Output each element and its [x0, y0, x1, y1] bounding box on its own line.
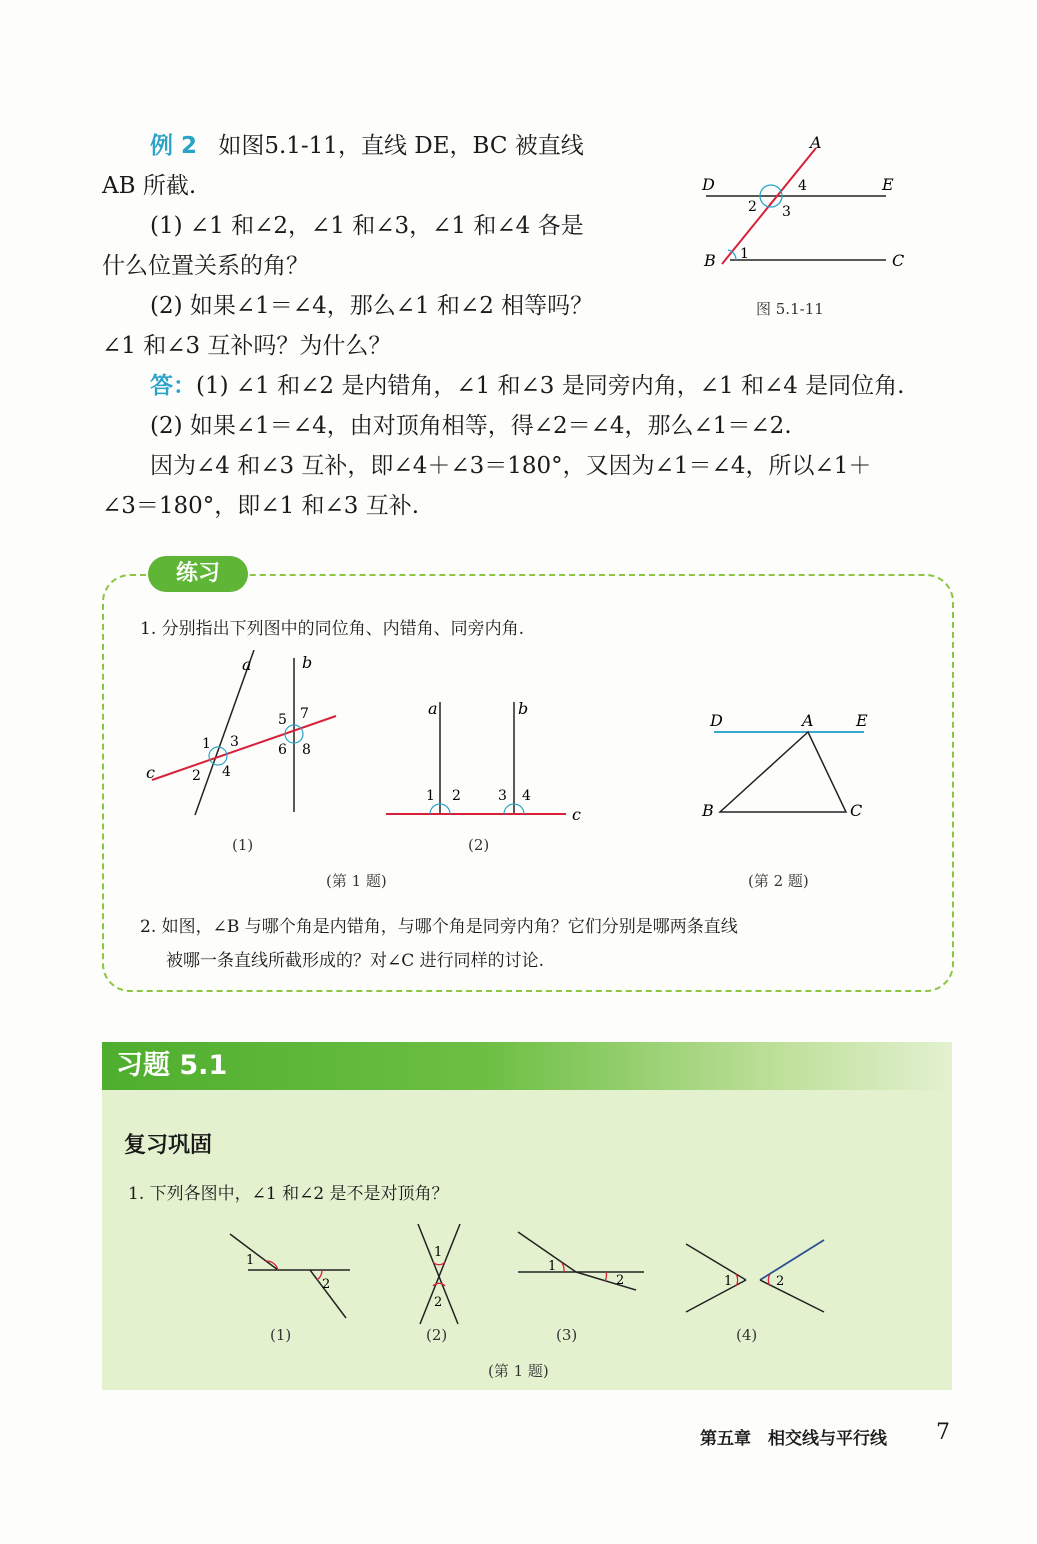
fig1-angle-4: 4: [222, 764, 231, 780]
footer-chapter: 第五章 相交线与平行线: [700, 1429, 887, 1449]
fig1-angle-1: 1: [202, 736, 211, 752]
fig3-label-D: D: [710, 711, 723, 730]
fig-angle-2: 2: [748, 199, 757, 215]
practice-fig-caption-2: (2): [468, 836, 490, 854]
question-1-line-1: (1) ∠1 和∠2，∠1 和∠3，∠1 和∠4 各是: [150, 213, 584, 239]
exercise-caption-3: (3): [556, 1326, 578, 1344]
question-2-line-2: ∠1 和∠3 互补吗？为什么？: [102, 333, 392, 359]
fig3-label-A: A: [802, 711, 814, 730]
question-2-line-1: (2) 如果∠1＝∠4，那么∠1 和∠2 相等吗？: [150, 293, 594, 319]
ex2-angle-1: 1: [434, 1245, 443, 1260]
practice-question-2-line-2: 被哪一条直线所截形成的？对∠C 进行同样的讨论.: [166, 951, 545, 971]
fig3-label-E: E: [856, 711, 868, 730]
answer-line-4: ∠3＝180°，即∠1 和∠3 互补.: [102, 493, 420, 519]
fig2-label-a: a: [428, 699, 438, 718]
fig1-label-c: c: [146, 763, 155, 782]
fig2-angle-1: 1: [426, 788, 435, 804]
ex2-angle-2: 2: [434, 1295, 443, 1310]
page-number: 7: [936, 1420, 950, 1445]
fig1-angle-5: 5: [278, 712, 287, 728]
fig2-angle-4: 4: [522, 788, 531, 804]
exercise-caption-4: (4): [736, 1326, 758, 1344]
fig1-angle-8: 8: [302, 742, 311, 758]
fig1-angle-6: 6: [278, 742, 287, 758]
fig-angle-3: 3: [782, 204, 791, 220]
fig3-label-C: C: [850, 801, 863, 818]
fig2-label-c: c: [572, 805, 581, 824]
exercise-question-1: 1. 下列各图中，∠1 和∠2 是不是对顶角？: [128, 1184, 449, 1204]
practice-question-1: 1. 分别指出下列图中的同位角、内错角、同旁内角.: [140, 619, 525, 639]
exercise-figure-4: [682, 1236, 832, 1316]
ex3-angle-2: 2: [616, 1273, 625, 1288]
exercise-caption-1: (1): [270, 1326, 292, 1344]
fig2-angle-3: 3: [498, 788, 507, 804]
fig-label-A: A: [810, 133, 822, 152]
fig1-angle-3: 3: [230, 734, 239, 750]
example-label: 例 2: [150, 133, 198, 159]
exercise-figure-1: [226, 1226, 366, 1322]
practice-fig-caption-1: (1): [232, 836, 254, 854]
figure-5-1-11: [690, 128, 930, 318]
example-text-2: AB 所截.: [102, 173, 197, 199]
fig3-label-B: B: [702, 801, 714, 818]
answer-text-1: (1) ∠1 和∠2 是内错角，∠1 和∠3 是同旁内角，∠1 和∠4 是同位角.: [196, 373, 905, 399]
ex1-angle-2: 2: [322, 1277, 331, 1292]
exercise-area: [102, 1042, 952, 1390]
practice-figure-triangle: [700, 708, 880, 818]
fig1-angle-7: 7: [300, 706, 309, 722]
practice-question-2-line-1: 2. 如图，∠B 与哪个角是内错角，与哪个角是同旁内角？它们分别是哪两条直线: [140, 917, 738, 937]
fig1-label-a: a: [242, 655, 252, 674]
practice-figure-1: [140, 650, 350, 820]
answer-line-3: 因为∠4 和∠3 互补，即∠4＋∠3＝180°，又因为∠1＝∠4，所以∠1＋: [150, 453, 872, 479]
example-line-1: [150, 126, 584, 166]
exercise-title: 习题 5.1: [116, 1050, 228, 1081]
practice-tab: 练习: [148, 556, 248, 592]
ex4-angle-2: 2: [776, 1274, 785, 1289]
fig-angle-1: 1: [740, 246, 749, 262]
fig1-angle-2: 2: [192, 768, 201, 784]
answer-line-2: (2) 如果∠1＝∠4，由对顶角相等，得∠2＝∠4，那么∠1＝∠2.: [150, 413, 792, 439]
practice-q2-caption: (第 2 题): [748, 872, 809, 890]
fig-angle-4: 4: [798, 178, 807, 194]
fig-label-B: B: [704, 251, 716, 270]
answer-line-1: [150, 366, 905, 406]
exercise-figure-3: [514, 1228, 654, 1298]
figure-caption: 图 5.1-11: [756, 300, 824, 318]
fig-label-D: D: [702, 175, 715, 194]
exercise-figure-2: [414, 1220, 474, 1330]
fig2-label-b: b: [518, 699, 529, 718]
fig-label-C: C: [892, 251, 905, 270]
ex4-angle-1: 1: [724, 1274, 733, 1289]
exercise-question-caption: (第 1 题): [488, 1362, 549, 1380]
answer-label: 答：: [150, 373, 196, 399]
practice-q1-caption: (第 1 题): [326, 872, 387, 890]
ex1-angle-1: 1: [246, 1253, 255, 1268]
question-1-line-2: 什么位置关系的角？: [102, 253, 309, 279]
ex3-angle-1: 1: [548, 1259, 557, 1274]
fig1-label-b: b: [302, 653, 313, 672]
exercise-banner: [102, 1042, 952, 1090]
review-heading: 复习巩固: [124, 1133, 213, 1158]
fig-label-E: E: [882, 175, 894, 194]
exercise-caption-2: (2): [426, 1326, 448, 1344]
practice-figure-2: [380, 696, 600, 826]
fig2-angle-2: 2: [452, 788, 461, 804]
example-text-1: 如图5.1-11，直线 DE，BC 被直线: [218, 133, 584, 159]
